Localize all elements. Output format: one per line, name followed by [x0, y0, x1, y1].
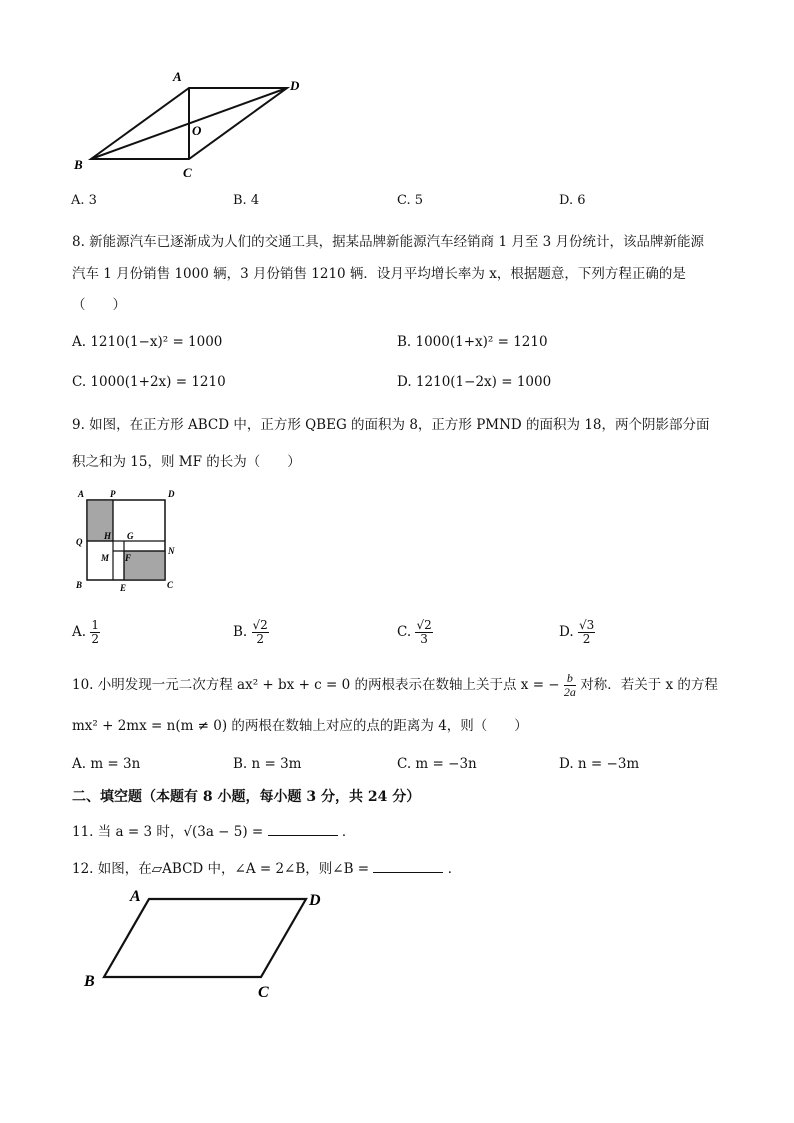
q9-option-a-label: A.	[72, 624, 87, 640]
q9-option-c	[397, 619, 433, 646]
q9-option-d-fraction	[578, 619, 595, 646]
fig9-label-b: B	[76, 580, 83, 590]
q7-option-b: B. 4	[233, 193, 260, 208]
q10-option-c: C. m = −3n	[397, 756, 477, 772]
q12-stem-text: 12. 如图，在▱ABCD 中，∠A = 2∠B，则∠B =	[72, 861, 370, 877]
q7-option-d: D. 6	[559, 193, 586, 208]
fig9-label-h: H	[104, 531, 112, 541]
fig12-label-a: A	[130, 888, 141, 905]
q9-option-a-fraction	[90, 619, 100, 646]
fig12-label-d: D	[309, 892, 321, 909]
q10-fraction-denominator: 2a	[563, 685, 576, 699]
q8-option-d: D. 1210(1−2x) = 1000	[397, 374, 552, 390]
q10-option-b: B. n = 3m	[233, 756, 302, 772]
section-2-heading: 二、填空题（本题有 8 小题，每小题 3 分，共 24 分）	[72, 789, 421, 805]
fig9-label-e: E	[120, 583, 127, 593]
q10-stem-line1-b: 对称．若关于 x 的方程	[580, 677, 718, 693]
q12-answer-blank[interactable]	[373, 858, 443, 873]
q9-figure	[70, 484, 185, 596]
fig9-label-g: G	[127, 531, 134, 541]
q9-option-c-fraction	[415, 619, 432, 646]
q7-option-a: A. 3	[71, 193, 97, 208]
q10-stem-line1-a: 10. 小明发现一元二次方程 ax² + bx + c = 0 的两根表示在数轴上关于点 x = −	[72, 677, 560, 693]
q10-fraction-numerator: b	[564, 672, 576, 686]
q9-option-a	[72, 619, 100, 646]
q9-option-b-fraction	[252, 619, 269, 646]
q10-option-d: D. n = −3m	[559, 756, 640, 772]
fig9-label-q: Q	[76, 537, 83, 547]
q9-option-d	[559, 619, 595, 646]
q7-figure	[60, 62, 320, 187]
q9-option-b-denominator: 2	[256, 632, 264, 646]
q10-stem-line1	[72, 672, 718, 699]
q9-stem-line1: 9. 如图，在正方形 ABCD 中，正方形 QBEG 的面积为 8，正方形 PMND 的面积为 18，两个阴影部分面	[72, 417, 710, 433]
fig9-label-c: C	[167, 580, 174, 590]
q10-fraction	[564, 672, 576, 699]
q9-option-c-label: C.	[397, 624, 412, 640]
q8-option-a: A. 1210(1−x)² = 1000	[72, 334, 223, 350]
q9-option-b-label: B.	[233, 624, 248, 640]
q9-option-c-numerator: √2	[416, 618, 432, 632]
fig9-label-a: A	[78, 489, 85, 499]
q11-stem	[72, 821, 355, 842]
q9-stem-line2: 积之和为 15，则 MF 的长为（ ）	[72, 454, 301, 470]
q8-stem-line2: 汽车 1 月份销售 1000 辆，3 月份销售 1210 辆．设月平均增长率为 x，根据题意，下列方程正确的是	[72, 266, 686, 282]
fig9-label-n: N	[168, 546, 175, 556]
q9-option-a-denominator: 2	[91, 632, 99, 646]
q8-stem-line3: （ ）	[72, 297, 126, 313]
fig7-label-c: C	[183, 165, 192, 180]
q9-option-d-denominator: 2	[582, 632, 591, 646]
q8-option-c: C. 1000(1+2x) = 1210	[72, 374, 226, 390]
fig7-label-o: O	[192, 123, 202, 138]
q11-stem-text: 11. 当 a = 3 时，√(3a − 5) =	[72, 824, 264, 840]
fig12-label-c: C	[258, 984, 269, 1001]
q8-stem-line1: 8. 新能源汽车已逐渐成为人们的交通工具，据某品牌新能源汽车经销商 1 月至 3 月份统计，该品牌新能源	[72, 234, 705, 250]
fig7-label-d: D	[290, 78, 300, 93]
q12-stem-end: ．	[447, 861, 462, 877]
fig7-label-a: A	[173, 69, 182, 84]
q12-figure	[75, 880, 335, 1005]
fig9-label-m: M	[101, 553, 110, 563]
fig9-label-p: P	[110, 489, 116, 499]
q11-stem-end: ．	[341, 824, 356, 840]
fig9-label-f: F	[125, 553, 132, 563]
q12-stem	[72, 858, 461, 879]
q9-option-b	[233, 619, 269, 646]
q9-option-b-numerator: √2	[252, 618, 268, 632]
fig12-label-b: B	[84, 973, 95, 990]
q11-answer-blank[interactable]	[268, 821, 338, 836]
q7-option-c: C. 5	[397, 193, 424, 208]
q9-option-a-numerator: 1	[91, 618, 99, 632]
q10-option-a: A. m = 3n	[72, 756, 141, 772]
q8-option-b: B. 1000(1+x)² = 1210	[397, 334, 548, 350]
fig9-label-d: D	[168, 489, 175, 499]
q9-option-c-denominator: 3	[420, 632, 428, 646]
q9-option-d-label: D.	[559, 624, 574, 640]
q10-stem-line2: mx² + 2mx = n(m ≠ 0) 的两根在数轴上对应的点的距离为 4，则（ ）	[72, 718, 528, 734]
q9-option-d-numerator: √3	[578, 618, 595, 632]
fig7-label-b: B	[74, 157, 83, 172]
